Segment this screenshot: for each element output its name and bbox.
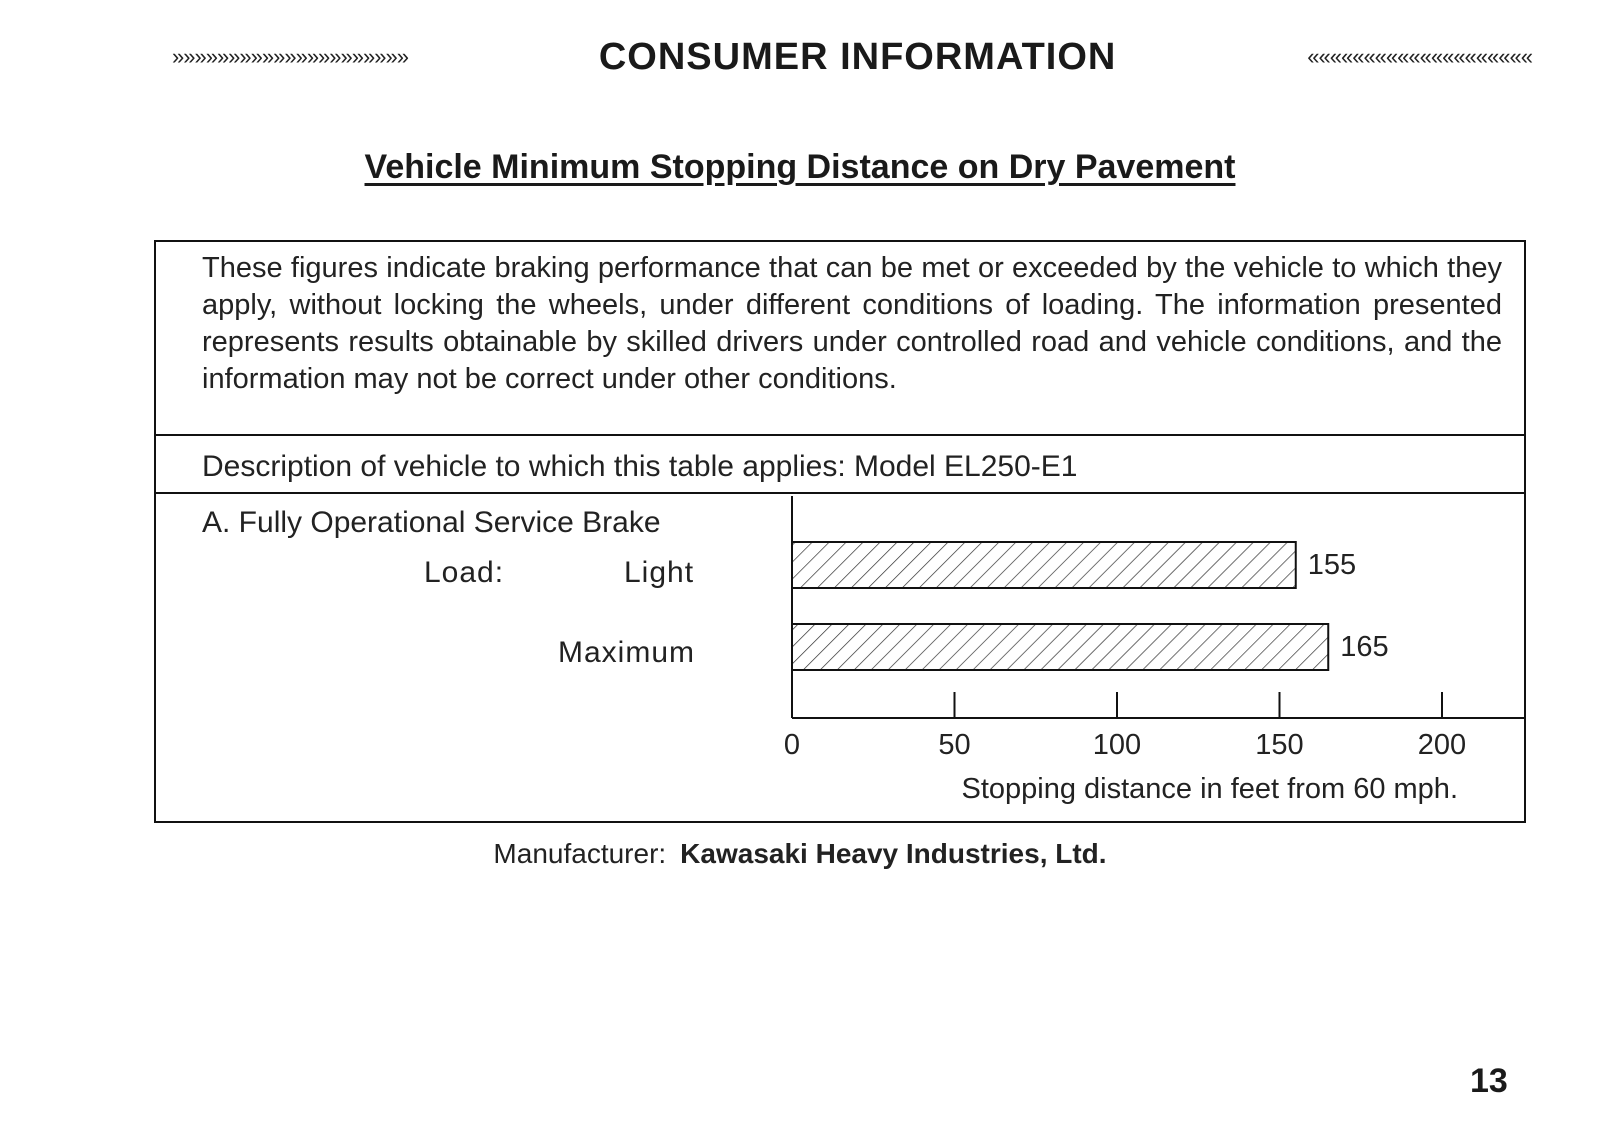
manufacturer-name: Kawasaki Heavy Industries, Ltd. xyxy=(680,838,1107,869)
x-tick-label: 0 xyxy=(783,729,801,761)
right-chevrons: «««««««««««««««««««« xyxy=(1307,44,1532,69)
disclaimer-text: These figures indicate braking performance that can be met or exceeded by the vehicle to which they apply, without locking the wheels, under different conditions of loading. The information presented represents results obtainable by skilled drivers under controlled road and vehicle conditions, and the information may not be correct under other conditions. xyxy=(202,252,1502,395)
x-tick-label: 100 xyxy=(1092,729,1142,761)
brake-section-label: A. Fully Operational Service Brake xyxy=(202,506,661,539)
section-header xyxy=(172,32,1532,82)
left-chevrons: »»»»»»»»»»»»»»»»»»»»» xyxy=(172,44,408,69)
load-condition-light: Light xyxy=(624,556,695,589)
table-divider xyxy=(156,492,1524,494)
section-header-title: CONSUMER INFORMATION xyxy=(598,35,1117,78)
bar-value-label: 155 xyxy=(1307,549,1357,581)
bar-value-label: 165 xyxy=(1340,631,1389,663)
chart-x-ticks xyxy=(784,692,1466,761)
vehicle-description: Description of vehicle to which this table applies: Model EL250-E1 xyxy=(202,450,1078,483)
stopping-distance-chart xyxy=(756,496,1526,816)
x-tick-label: 150 xyxy=(1255,729,1304,761)
bar-maximum xyxy=(792,624,1328,670)
x-axis-label: Stopping distance in feet from 60 mph. xyxy=(961,773,1458,805)
x-tick-label: 200 xyxy=(1417,729,1467,761)
load-label: Load: xyxy=(424,556,505,589)
x-tick-label: 50 xyxy=(938,729,971,761)
load-condition-maximum: Maximum xyxy=(558,636,696,669)
table-divider xyxy=(156,434,1524,436)
chart-bars xyxy=(792,542,1389,670)
manufacturer-line xyxy=(0,838,1600,870)
page-number: 13 xyxy=(1470,1062,1508,1100)
stopping-distance-table xyxy=(154,240,1526,823)
page-title: Vehicle Minimum Stopping Distance on Dry Pavement xyxy=(364,148,1236,186)
bar-light xyxy=(792,542,1296,588)
manufacturer-label: Manufacturer: xyxy=(493,838,667,869)
